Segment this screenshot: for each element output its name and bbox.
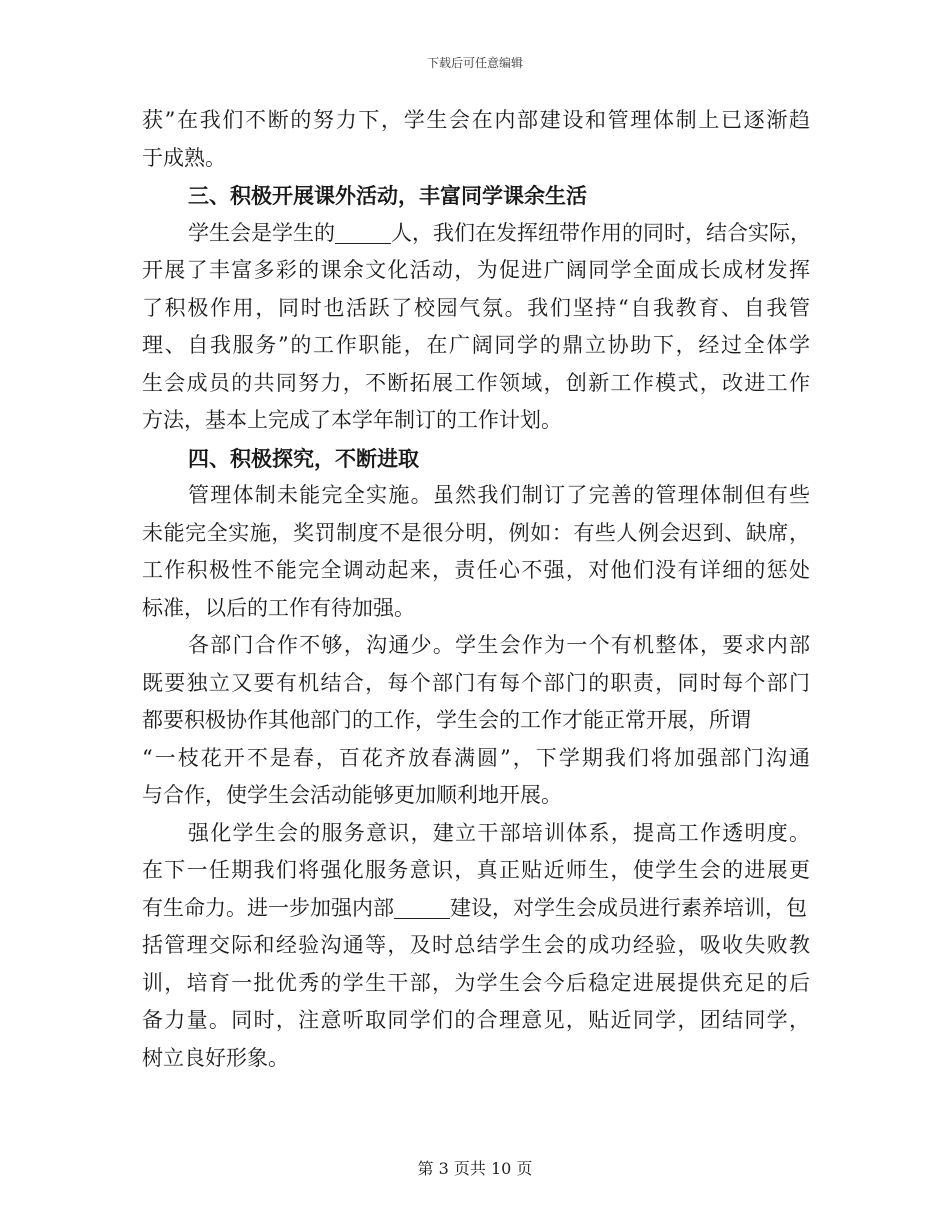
text-line: 与合作，使学生会活动能够更加顺利地开展。 <box>142 783 562 807</box>
text-line: 标准，以后的工作有待加强。 <box>142 595 415 620</box>
text-line: 都要积极协作其他部门的工作，学生会的工作才能正常开展，所谓 <box>142 708 751 732</box>
text-line: 理、自我服务”的工作职能，在广阔同学的鼎立协助下，经过全体学 <box>142 333 810 357</box>
text-fragment: 建设，对学生会成员进行素养培训，包 <box>450 895 807 920</box>
document-body <box>142 102 810 1077</box>
text-line: 开展了丰富多彩的课余文化活动，为促进广阔同学全面成长成材发挥 <box>142 258 810 282</box>
text-line: 既要独立又要有机结合，每个部门有每个部门的职责，同时每个部门 <box>142 670 810 695</box>
text-line: 获”在我们不断的努力下，学生会在内部建设和管理体制上已逐渐趋 <box>142 108 810 132</box>
fill-in-blank <box>394 898 450 919</box>
text-line: 于成熟。 <box>142 145 226 170</box>
text-fragment: 有生命力。进一步加强内部 <box>142 895 394 920</box>
text-line: 工作积极性不能完全调动起来，责任心不强，对他们没有详细的惩处 <box>142 558 810 582</box>
text-line: 训，培育一批优秀的学生干部，为学生会今后稳定进展提供充足的后 <box>142 970 810 995</box>
text-line: 管理体制未能完全实施。虽然我们制订了完善的管理体制但有些 <box>188 483 810 507</box>
text-line: 各部门合作不够，沟通少。学生会作为一个有机整体，要求内部 <box>188 633 810 657</box>
text-fragment: 人，我们在发挥纽带作用的同时，结合实际， <box>391 220 811 245</box>
page-number: 第 3 页共 10 页 <box>417 1159 533 1178</box>
text-line: 方法，基本上完成了本学年制订的工作计划。 <box>142 408 562 432</box>
section-heading-4: 四、积极探究，不断进取 <box>188 445 419 471</box>
text-line: 生会成员的共同努力，不断拓展工作领域，创新工作模式，改进工作 <box>142 370 810 395</box>
header-note: 下载后可任意编辑 <box>426 56 523 70</box>
text-line <box>142 215 810 253</box>
section-heading-3: 三、积极开展课外活动，丰富同学课余生活 <box>188 183 587 208</box>
text-fragment: 学生会是学生的 <box>188 220 335 245</box>
text-line: 树立良好形象。 <box>142 1045 289 1070</box>
text-line: 在下一任期我们将强化服务意识，真正贴近师生，使学生会的进展更 <box>142 858 810 882</box>
text-line: “一枝花开不是春，百花齐放春满圆”，下学期我们将加强部门沟通 <box>142 745 810 770</box>
fill-in-blank <box>335 223 391 244</box>
text-line: 未能完全实施，奖罚制度不是很分明，例如：有些人例会迟到、缺席， <box>142 520 810 545</box>
text-line: 括管理交际和经验沟通等，及时总结学生会的成功经验，吸收失败教 <box>142 933 810 957</box>
text-line: 了积极作用，同时也活跃了校园气氛。我们坚持“自我教育、自我管 <box>142 295 810 320</box>
text-line <box>142 890 810 928</box>
text-line: 备力量。同时，注意听取同学们的合理意见，贴近同学，团结同学， <box>142 1008 810 1032</box>
text-line: 强化学生会的服务意识，建立干部培训体系，提高工作透明度。 <box>188 820 810 845</box>
